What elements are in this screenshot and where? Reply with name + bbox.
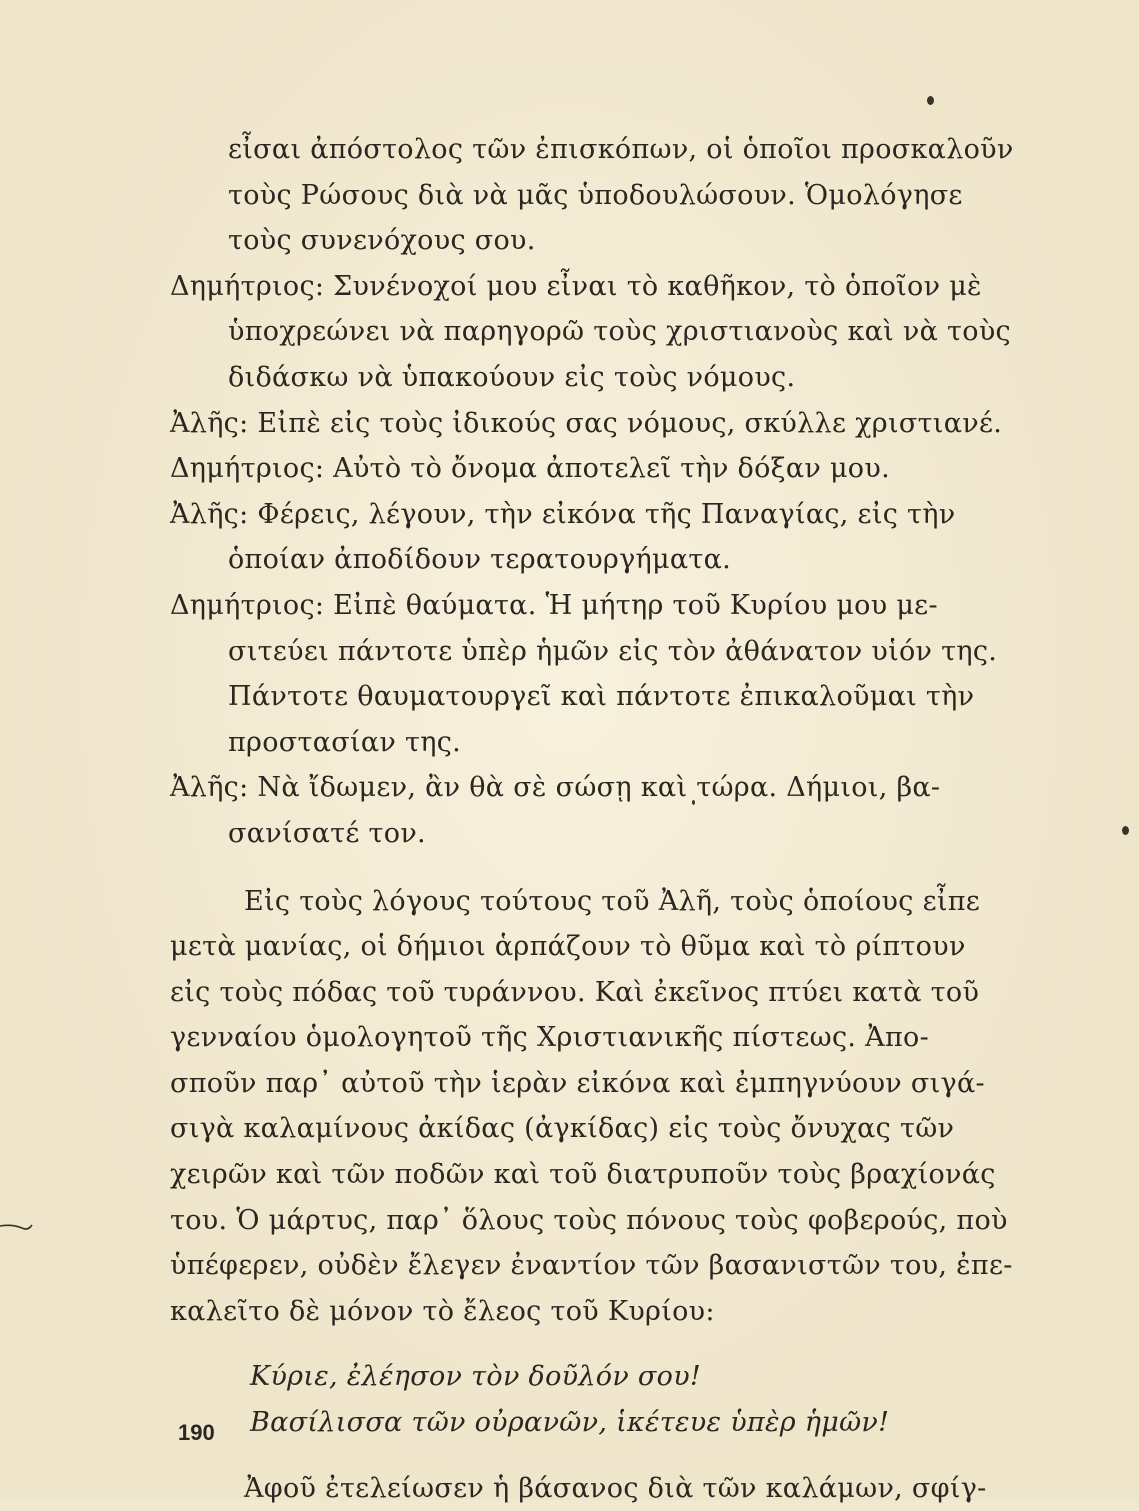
text-line: σανίσατέ τον. — [228, 817, 426, 849]
text-line: ὁποίαν ἀποδίδουν τερατουργήματα. — [228, 544, 732, 576]
paragraph-first-line: Εἰς τοὺς λόγους τούτους τοῦ Ἀλῆ, τοὺς ὁποίους εἶπε — [244, 885, 981, 917]
text-line: ὑποχρεώνει νὰ παρηγορῶ τοὺς χριστιανοὺς καὶ νὰ τοὺς — [228, 316, 1011, 348]
text-line: σιγὰ καλαμίνους ἀκίδας (ἀγκίδας) εἰς τοὺς ὄνυχας τῶν — [170, 1113, 955, 1145]
text-line: ὑπέφερεν, οὐδὲν ἔλεγεν ἐναντίον τῶν βασανιστῶν του, ἐπε- — [170, 1250, 1013, 1282]
dialogue-line: Ἀλῆς: Φέρεις, λέγουν, τὴν εἰκόνα τῆς Παναγίας, εἰς τὴν — [170, 498, 956, 530]
text-line: εἶσαι ἀπόστολος τῶν ἐπισκόπων, οἱ ὁποῖοι προσκαλοῦν — [228, 134, 1014, 165]
text-line: καλεῖτο δὲ μόνον τὸ ἔλεος τοῦ Κυρίου: — [170, 1295, 715, 1327]
text-line: μετὰ μανίας, οἱ δήμιοι ἁρπάζουν τὸ θῦμα καὶ τὸ ρίπτουν — [170, 931, 966, 963]
verse-line: Βασίλισσα τῶν οὐρανῶν, ἱκέτευε ὑπὲρ ἡμῶν! — [250, 1407, 890, 1439]
dialogue-line: Δημήτριος: Συνένοχοί μου εἶναι τὸ καθῆκον, τὸ ὁποῖον μὲ — [170, 270, 982, 302]
text-line: εἰς τοὺς πόδας τοῦ τυράννου. Καὶ ἐκεῖνος πτύει κατὰ τοῦ — [170, 976, 980, 1008]
page-body-text — [170, 127, 1020, 1511]
paragraph-first-line: Ἀφοῦ ἐτελείωσεν ἡ βάσανος διὰ τῶν καλάμων, σφίγ- — [244, 1472, 987, 1504]
text-line: του. Ὁ μάρτυς, παρ᾽ ὅλους τοὺς πόνους τοὺς φοβερούς, ποὺ — [170, 1204, 1008, 1236]
margin-pen-mark — [0, 1222, 34, 1236]
text-line: σποῦν παρ᾽ αὐτοῦ τὴν ἱερὰν εἰκόνα καὶ ἐμπηγνύουν σιγά- — [170, 1067, 985, 1099]
text-line: χειρῶν καὶ τῶν ποδῶν καὶ τοῦ διατρυποῦν τοὺς βραχίονάς — [170, 1159, 996, 1191]
paragraph-gap — [170, 857, 1020, 879]
text-line: τοὺς Ρώσους διὰ νὰ μᾶς ὑποδουλώσουν. Ὁμολόγησε — [228, 179, 963, 211]
ink-speck — [1122, 826, 1129, 835]
text-line: προστασίαν της. — [228, 726, 462, 758]
ink-speck — [927, 96, 934, 105]
text-line: διδάσκω νὰ ὑπακούουν εἰς τοὺς νόμους. — [228, 361, 796, 393]
paragraph-gap — [170, 1446, 1020, 1466]
text-line: σιτεύει πάντοτε ὑπὲρ ἡμῶν εἰς τὸν ἀθάνατον υἱόν της. — [228, 635, 998, 667]
dialogue-line: Ἀλῆς: Νὰ ἴδωμεν, ἂν θὰ σὲ σώσῃ καὶ τώρα. Δήμιοι, βα- — [170, 772, 941, 804]
text-line: γενναίου ὁμολογητοῦ τῆς Χριστιανικῆς πίστεως. Ἀπο- — [170, 1022, 930, 1054]
dialogue-line: Δημήτριος: Αὐτὸ τὸ ὄνομα ἀποτελεῖ τὴν δόξαν μου. — [170, 453, 890, 485]
text-line: τοὺς συνενόχους σου. — [228, 225, 536, 257]
text-line: Πάντοτε θαυματουργεῖ καὶ πάντοτε ἐπικαλοῦμαι τὴν — [228, 681, 975, 713]
verse-line: Κύριε, ἐλέησον τὸν δοῦλόν σου! — [250, 1361, 702, 1393]
page-number: 190 — [178, 1420, 215, 1445]
dialogue-line: Δημήτριος: Εἰπὲ θαύματα. Ἡ μήτηρ τοῦ Κυρίου μου με- — [170, 589, 938, 621]
dialogue-line: Ἀλῆς: Εἰπὲ εἰς τοὺς ἰδικούς σας νόμους, σκύλλε χριστιανέ. — [170, 407, 1003, 439]
paragraph-gap — [170, 1334, 1020, 1354]
